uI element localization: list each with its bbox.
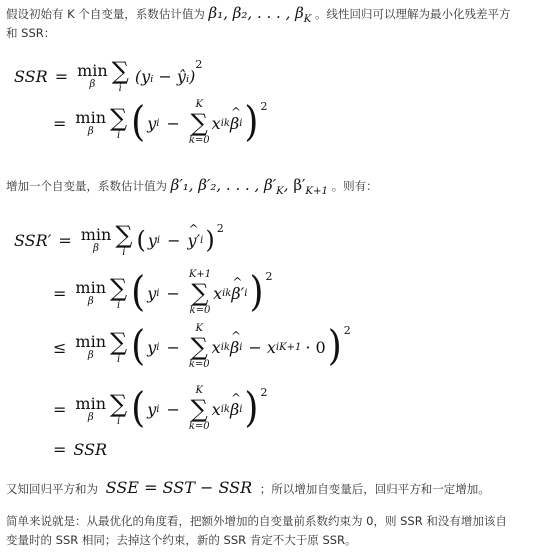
summary-paragraph xyxy=(6,512,534,550)
eq5-rparen: ) xyxy=(327,322,342,370)
eq3-min xyxy=(80,224,112,254)
eq2-rparen: ) xyxy=(244,98,259,146)
eq2-minus: − xyxy=(166,113,180,133)
equation-final xyxy=(53,440,107,459)
eq6-beta-sub: i xyxy=(239,403,243,415)
eq2-inner-sub: k=0 xyxy=(188,135,210,146)
eq6-pow: 2 xyxy=(260,386,268,399)
eq5-rel: ≤ xyxy=(53,337,67,357)
eq5-y: y xyxy=(147,337,157,357)
eq2-inner-sum-symbol: ∑ xyxy=(190,109,208,137)
eq1-rel: = xyxy=(54,66,69,86)
eq5-x: x xyxy=(211,337,221,357)
second-paragraph xyxy=(6,176,532,196)
eq5-x-sub: ik xyxy=(220,341,230,353)
eq3-lparen: ( xyxy=(136,226,146,254)
para3-before: 又知回归平方和为 xyxy=(6,482,98,496)
eq3-lhs: SSR′ xyxy=(14,230,52,250)
eq5-extra-tail: · 0 xyxy=(305,337,326,357)
eq2-min-sub: β xyxy=(87,125,94,137)
eq6-sum-symbol: ∑ xyxy=(110,390,128,418)
coef-list: β₁, β₂, . . . , β xyxy=(208,4,304,22)
eq2-inner-sum xyxy=(189,100,210,146)
eq4-lparen: ( xyxy=(131,268,146,316)
eq4-sum xyxy=(110,275,127,311)
eq5-min-word: min xyxy=(75,331,106,351)
eq4-x-sub: ik xyxy=(222,287,232,299)
eq5-inner-sub: k=0 xyxy=(188,359,210,370)
eq6-min-word: min xyxy=(75,393,106,413)
eq5-inner-sup: K xyxy=(195,323,203,334)
eq4-min-sub: β xyxy=(87,295,94,307)
para3-after: ；所以增加自变量后，回归平方和一定增加。 xyxy=(259,482,490,496)
coef-last-sub: K xyxy=(303,14,312,25)
new-coefficients: β′₁, β′₂, . . . , $\beta'_K$, $\beta'_{K+1}$ xyxy=(170,176,329,197)
intro-text-2: 。线性回归可以理解为最小化残差平方 xyxy=(315,7,511,21)
eq6-y: y xyxy=(147,399,157,419)
eq6-x: x xyxy=(211,399,221,419)
eq4-beta: ^ β′ xyxy=(231,284,244,303)
equation-step-1 xyxy=(53,270,273,316)
eq4-y: y xyxy=(147,283,157,303)
eq4-min-word: min xyxy=(75,277,106,297)
intro-line-2: 和 SSR： xyxy=(6,26,56,40)
new-coef-sub-k: K xyxy=(276,186,284,197)
eq4-min xyxy=(75,277,106,307)
eq4-inner-sup: K+1 xyxy=(188,269,212,280)
eq2-beta: ^ β xyxy=(230,114,239,133)
eq1-sum-symbol: ∑ xyxy=(111,57,129,85)
eq6-min-sub: β xyxy=(87,411,94,423)
eq5-y-sub: i xyxy=(156,341,160,353)
eq3-minus: − xyxy=(167,230,181,250)
para2-text: 增加一个自变量，系数估计值为 xyxy=(6,179,167,193)
eq1-sum xyxy=(112,58,129,94)
eq1-min-sub: β xyxy=(89,78,96,90)
eq5-extra: − x xyxy=(248,337,276,357)
eq3-sum-symbol: ∑ xyxy=(115,221,133,249)
eq4-rparen: ) xyxy=(249,268,264,316)
eq6-y-sub: i xyxy=(156,403,160,415)
eq4-minus: − xyxy=(166,283,180,303)
eq3-rel: = xyxy=(58,230,72,250)
eq3-sum xyxy=(115,222,132,258)
equation-step-3 xyxy=(53,386,267,432)
eq4-x: x xyxy=(213,283,223,303)
eq6-lparen: ( xyxy=(131,384,146,432)
new-coef-list: β′₁, β′₂, . . . , β′ xyxy=(170,176,277,194)
equation-ssr-prime xyxy=(14,222,224,258)
eq4-y-sub: i xyxy=(156,287,160,299)
eq6-rel: = xyxy=(53,399,67,419)
initial-coefficients xyxy=(208,4,312,25)
eq5-inner-sum xyxy=(189,324,210,370)
equation-ssr-expanded xyxy=(53,100,267,146)
eq3-min-sub: β xyxy=(93,242,99,254)
sse-formula: SSE = SST − SSR xyxy=(105,478,253,497)
eq7-rel: = xyxy=(53,440,67,459)
equation-step-2 xyxy=(53,324,351,370)
third-paragraph xyxy=(6,478,532,499)
eq4-rel: = xyxy=(53,283,67,303)
eq6-inner-sup: K xyxy=(195,385,203,396)
eq2-y-sub: i xyxy=(156,117,160,129)
intro-text: 假设初始有 K 个自变量，系数估计值为 xyxy=(6,7,205,21)
eq6-min xyxy=(75,393,106,423)
eq1-min xyxy=(77,60,108,90)
eq2-y: y xyxy=(147,113,157,133)
eq3-min-word: min xyxy=(80,224,112,244)
eq2-x: x xyxy=(211,113,221,133)
eq5-inner-sum-symbol: ∑ xyxy=(190,333,208,361)
eq3-y-sub: i xyxy=(156,234,161,246)
eq3-rparen: ) xyxy=(205,226,215,254)
eq1-body: (yᵢ − ŷᵢ) xyxy=(134,66,196,86)
eq7-rhs: SSR xyxy=(73,440,108,459)
eq5-minus: − xyxy=(166,337,180,357)
eq3-y: y xyxy=(147,230,157,250)
eq6-inner-sum xyxy=(189,386,210,432)
eq5-extra-sub: iK+1 xyxy=(275,341,302,353)
eq4-pow: 2 xyxy=(265,270,273,283)
eq6-rparen: ) xyxy=(244,384,259,432)
eq2-sum xyxy=(110,105,127,141)
eq6-sum xyxy=(110,391,127,427)
eq2-min-word: min xyxy=(75,107,106,127)
eq6-beta: ^ β xyxy=(230,400,239,419)
eq1-lhs: SSR xyxy=(14,66,48,86)
eq2-x-sub: ik xyxy=(220,117,230,129)
eq5-min-sub: β xyxy=(87,349,94,361)
eq2-sum-sub: i xyxy=(116,130,121,141)
eq2-inner-sup: K xyxy=(195,99,203,110)
equation-ssr xyxy=(14,58,202,94)
eq4-sum-sub: i xyxy=(116,300,121,311)
eq2-min xyxy=(75,107,106,137)
eq6-inner-sum-symbol: ∑ xyxy=(190,395,208,423)
eq4-sum-symbol: ∑ xyxy=(110,274,128,302)
eq5-sum xyxy=(110,329,127,365)
eq6-inner-sub: k=0 xyxy=(188,421,210,432)
eq4-inner-sum-symbol: ∑ xyxy=(191,279,209,307)
eq2-pow: 2 xyxy=(260,100,268,113)
eq4-beta-sub: i xyxy=(244,287,248,299)
eq5-lparen: ( xyxy=(131,322,146,370)
eq3-yhat-sub: i xyxy=(200,234,204,246)
para2-after: 。则有： xyxy=(331,179,378,193)
new-coef-sub-k1: K+1 xyxy=(305,186,329,197)
eq5-sum-sub: i xyxy=(116,354,121,365)
eq5-pow: 2 xyxy=(343,324,351,337)
eq1-sum-sub: i xyxy=(118,83,122,94)
eq2-rel: = xyxy=(53,113,67,133)
eq5-sum-symbol: ∑ xyxy=(110,328,128,356)
eq1-min-word: min xyxy=(77,60,108,80)
eq6-sum-sub: i xyxy=(116,416,121,427)
intro-paragraph xyxy=(6,4,532,43)
eq2-sum-symbol: ∑ xyxy=(110,104,128,132)
eq6-minus: − xyxy=(166,399,180,419)
eq3-yhat: ^ y′ xyxy=(188,231,201,250)
eq2-lparen: ( xyxy=(131,98,146,146)
eq4-inner-sub: k=0 xyxy=(189,305,211,316)
eq5-beta-sub: i xyxy=(239,341,243,353)
eq5-beta: ^ β xyxy=(230,338,239,357)
eq3-pow: 2 xyxy=(216,222,224,235)
eq6-x-sub: ik xyxy=(220,403,230,415)
eq4-inner-sum xyxy=(189,270,211,316)
eq2-beta-sub: i xyxy=(239,117,243,129)
eq5-min xyxy=(75,331,106,361)
eq3-sum-sub: i xyxy=(122,247,126,258)
eq1-pow: 2 xyxy=(195,58,203,71)
summary-line-2: 变量时的 SSR 相同；去掉这个约束，新的 SSR 肯定不大于原 SSR。 xyxy=(6,533,357,547)
summary-line-1: 简单来说就是：从最优化的角度看，把额外增加的自变量前系数约束为 0，则 SSR 和没有增加该自 xyxy=(6,514,507,528)
